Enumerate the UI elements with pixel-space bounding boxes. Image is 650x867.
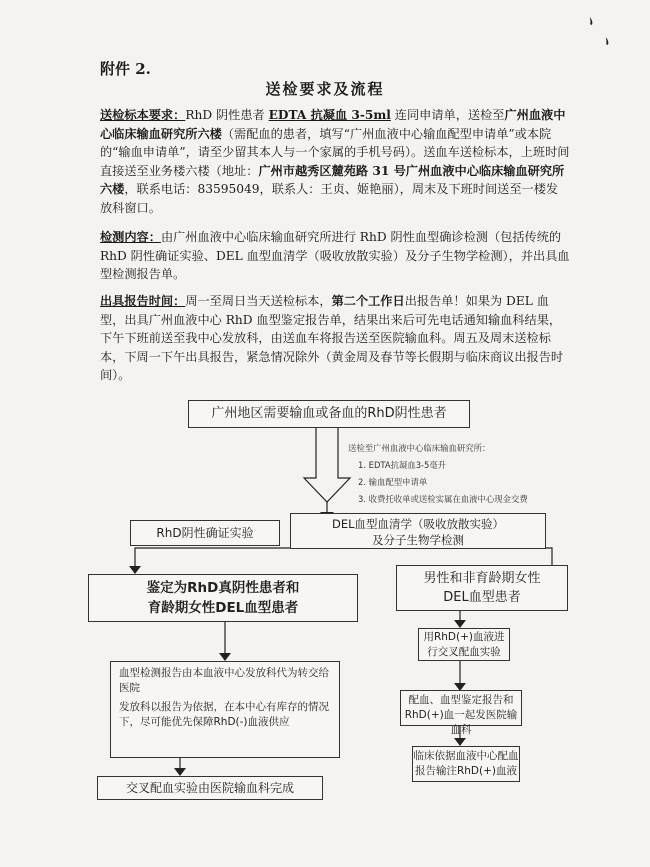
flow-box-text: 临床依据血液中心配血报告输注RhD(+)血液 xyxy=(413,750,519,777)
flow-box-del-patients xyxy=(396,565,568,611)
attachment-label: 附件 2. xyxy=(100,60,151,78)
text-run-bold: EDTA 抗凝血 3-5ml xyxy=(268,108,391,122)
flow-box-text: 交叉配血实验由医院输血科完成 xyxy=(125,781,294,795)
flow-box-crossmatch-rhd-pos xyxy=(418,628,510,661)
flow-box-true-negative xyxy=(88,574,358,622)
text-run-bold: 广州血液中心临床输血研究所六楼 xyxy=(100,108,566,141)
flow-box-text: 广州地区需要输血或备血的RhD阴性患者 xyxy=(211,406,447,421)
text-run: 由广州血液中心临床输血研究所进行 RhD 阴性血型确诊检测（包括传统的 RhD 阴性确证实验、DEL 血型血清学（吸收放散实验）及分子生物学检测），并出具血型检测报告单。 xyxy=(100,230,570,282)
text-run-bold: 第二个工作日 xyxy=(331,294,405,308)
flow-box-patients xyxy=(188,400,470,428)
flow-box-transfusion xyxy=(412,746,520,782)
flow-box-text: 配血、血型鉴定报告和RhD(+)血一起发医院输血科 xyxy=(404,694,518,736)
submission-item: 3. 收费托收单或送检实属在血液中心现金交费 xyxy=(358,494,528,504)
submission-list xyxy=(348,440,578,508)
flow-box-report-delivery xyxy=(110,661,340,758)
flow-box-text: 血型检测报告由本血液中心发放科代为转交给医院 xyxy=(119,667,329,694)
text-run: 周一至周日当天送检标本， xyxy=(185,294,332,308)
text-run-bold: 广州市越秀区麓苑路 31 号广州血液中心临床输血研究所六楼 xyxy=(100,163,565,197)
flow-box-crossmatch-hospital xyxy=(97,776,323,800)
flow-box-text: 用RhD(+)血液进行交叉配血实验 xyxy=(423,631,505,658)
text-run: 出报告单！如果为 DEL 血型，出具广州血液中心 RhD 血型鉴定报告单，结果出来后可先电话通知输血科结果，下午下班前送至我中心发放科，由送血车将报告送至医院输血科。周五及周末送检标本，下周一下午出具报告，紧急情况除外（黄金周及春节等长假期与临床商议出报告时间）。 xyxy=(100,294,564,383)
text-run: RhD 阴性患者 xyxy=(185,108,269,122)
flow-box-send-report xyxy=(400,690,522,736)
flow-box-text: 男性和非育龄期女性 xyxy=(423,571,541,586)
flow-box-text: 及分子生物学检测 xyxy=(372,533,464,547)
submission-title: 送检至广州血液中心临床输血研究所： xyxy=(348,443,491,453)
text-run: （需配血的患者，填写“广州血液中心输血配型申请单”或本院的“输血申请单”，请至少留其本人与一个家属的手机号码）。送血车送检标本，上班时间直接送至业务楼六楼（地址： xyxy=(100,126,570,178)
flow-box-del-tests xyxy=(290,513,546,549)
submission-item: 2. 输血配型申请单 xyxy=(358,477,428,487)
flow-box-text: 发放科以报告为依据，在本中心有库存的情况下，尽可能优先保障RhD(-)血液供应 xyxy=(119,701,329,728)
text-run: ，联系电话：83595049，联系人：王贞、姬艳丽），周末及下班时间送至一楼发放科窗口。 xyxy=(100,182,559,215)
section-label: 检测内容： xyxy=(100,230,161,244)
flow-box-text: RhD阴性确证实验 xyxy=(156,526,254,540)
corner-mark-1: 、 xyxy=(583,4,617,38)
flow-box-text: 育龄期女性DEL血型患者 xyxy=(147,600,299,616)
section-label: 出具报告时间： xyxy=(100,294,186,308)
flow-box-text: DEL血型患者 xyxy=(443,590,521,605)
section-label: 送检标本要求： xyxy=(100,108,186,122)
corner-mark-2: 、 xyxy=(599,24,633,58)
hollow-arrow xyxy=(304,428,350,502)
flow-box-text: 鉴定为RhD真阴性患者和 xyxy=(146,580,300,596)
text-run: 连同申请单，送检至 xyxy=(390,108,505,122)
submission-item: 1. EDTA抗凝血3-5毫升 xyxy=(358,460,447,470)
flow-box-text: DEL血型血清学（吸收放散实验） xyxy=(331,517,505,531)
flow-box-rhd-confirm xyxy=(130,520,280,546)
document-title: 送检要求及流程 xyxy=(265,80,385,98)
